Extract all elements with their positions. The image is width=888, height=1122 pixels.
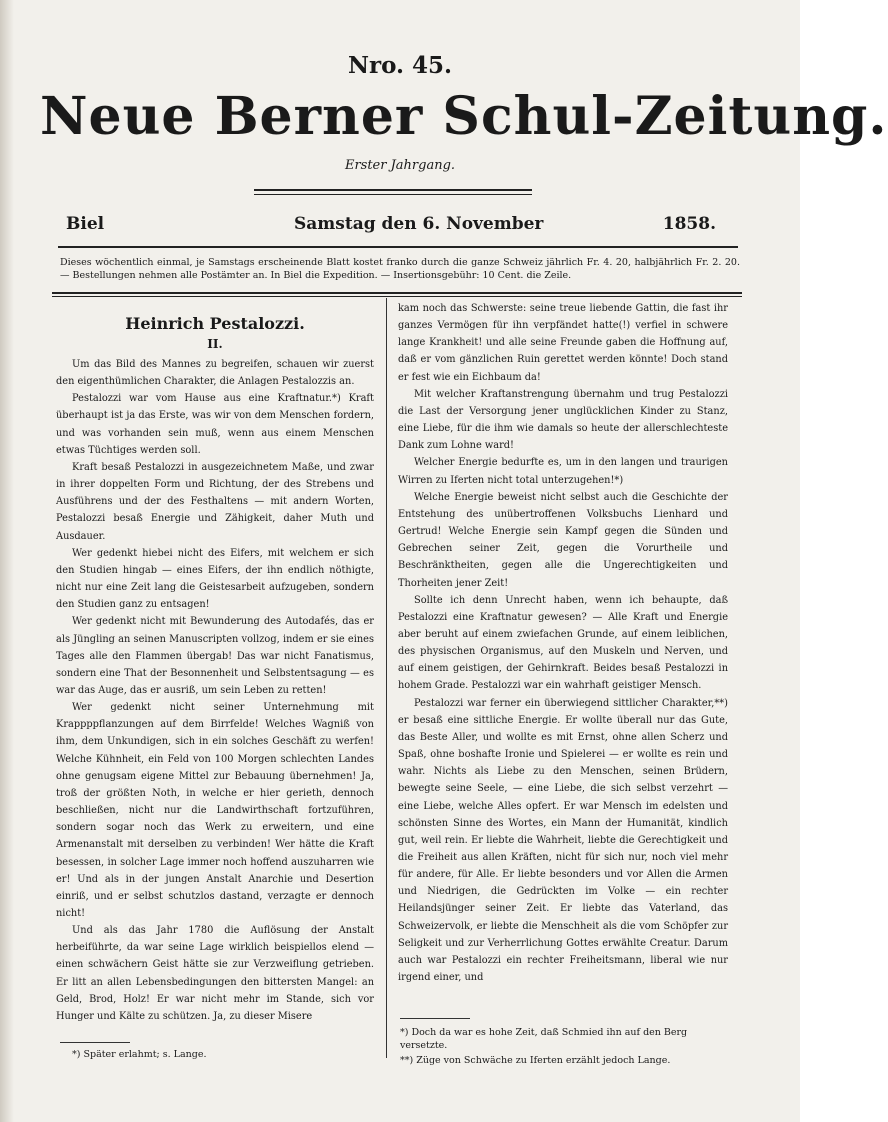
- decorative-rule: [254, 189, 532, 195]
- paragraph: Um das Bild des Mannes zu begreifen, schauen wir zuerst den eigenthümlichen Charakter, die Anlagen Pestalozzis an.: [56, 359, 374, 388]
- paragraph: Wer gedenkt nicht mit Bewunderung des Autodafés, das er als Jüngling an seinen Manuscripten vollzog, indem er sie eines Tages alle den Flammen übergab! Das war nicht Fanatismus, sondern eine That der Besonnenheit und Selbstentsagung — es war das Auge, das er ausriß, um sein Leben zu retten!: [56, 616, 374, 696]
- paragraph: Mit welcher Kraftanstrengung übernahm und trug Pestalozzi die Last der Versorgung jener unglücklichen Kinder zu Stanz, eine Liebe, für die ihm wie damals so heute der allerschlechteste Dank zum Lohne ward!: [398, 388, 728, 452]
- paragraph: Kraft besaß Pestalozzi in ausgezeichnetem Maße, und zwar in ihrer doppelten Form und Richtung, der des Strebens und Ausführens und der des Festhaltens — mit andern Worten, Pestalozzi besaß Energie und Zähigkeit, daher Muth und Ausdauer.: [56, 461, 374, 542]
- header-double-rule: [52, 292, 742, 297]
- paragraph: Welche Energie beweist nicht selbst auch die Geschichte der Entstehung des unübertroffenen Volksbuchs Lienhard und Gertrud! Welche Energie sein Kampf gegen die Sünden und Gebrechen seiner Zeit, gegen die Vorurtheile und Beschränktheiten, gegen alle die Ungerechtigkeiten und Thorheiten jener Zeit!: [398, 491, 728, 589]
- subscription-notice: Dieses wöchentlich einmal, je Samstags erscheinende Blatt kostet franko durch die ganze Schweiz jährlich Fr. 4. 20, halbjährlich Fr. 2. 20. — Bestellungen nehmen alle Postämter an. In Biel die Expedition. — Insertionsgebühr: 10 Cent. die Zeile.: [60, 257, 740, 281]
- paragraph: Und als das Jahr 1780 die Auflösung der Anstalt herbeiführte, da war seine Lage wirklich beispiellos elend — einen schwächern Geist hätte sie zur Verzweiflung getrieben. Er litt an allen Lebensbedingungen den bittersten Mangel: an Geld, Brod, Holz! Er war nicht mehr im Stande, sich vor Hunger und Kälte zu schützen. Ja, zu dieser Misere: [56, 925, 374, 1022]
- place: Biel: [66, 214, 105, 234]
- paragraph: Pestalozzi war ferner ein überwiegend sittlicher Charakter,**) er besaß eine sittliche Energie. Er wollte überall nur das Gute, das Beste Aller, und wollte es mit Ernst, ohne allen Scherz und Spaß, ohne boshafte Ironie und Spielerei — er wollte es rein und wahr. Nichts als Liebe zu den Menschen, seinen Brüdern, bewegte seine Seele, — eine Liebe, die sich selbst verzehrt — eine Liebe, welche Alles opfert. Er war Mensch im edelsten und schönsten Sinne des Wortes, ein Mann der Humanität, kindlich gut, weil rein. Er liebte die Wahrheit, liebte die Gerechtigkeit und die Freiheit aus allen Kräften, nicht für sich nur, noch viel mehr für andere, für Alle. Er liebte besonders und vor Allen die Armen und Niedrigen, die Gedrückten im Volke — ein rechter Heilandsjünger seiner Zeit. Er liebte das Vaterland, das Schweizervolk, er liebte die Menschheit als die vom Schöpfer zur Seligkeit und zur Verherrlichung Gottes erwählte Creatur. Darum auch war Pestalozzi ein rechter Freiheitsmann, liberal wie nur irgend einer, und: [398, 697, 728, 984]
- issue-year: 1858.: [662, 214, 716, 234]
- paragraph: Wer gedenkt hiebei nicht des Eifers, mit welchem er sich den Studien hingab — eines Eifers, der ihn endlich nöthigte, nicht nur eine Zeit lang die Geistesarbeit aufzugeben, sondern den Studien ganz zu entsagen!: [56, 547, 374, 611]
- footnote-rule: [60, 1042, 130, 1043]
- footnote: *) Später erlahmt; s. Lange.: [72, 1049, 207, 1060]
- paragraph: Welcher Energie bedurfte es, um in den langen und traurigen Wirren zu Iferten nicht total unterzugehen!*): [398, 457, 728, 486]
- paragraph: Pestalozzi war vom Hause aus eine Kraftnatur.*) Kraft überhaupt ist ja das Erste, was wir von dem Menschen fordern, und was vorhanden sein muß, wenn aus einem Menschen etwas Tüchtiges werden soll.: [56, 393, 374, 456]
- footnotes-right: [400, 1026, 730, 1069]
- dateline: [66, 214, 716, 238]
- issue-number: Nro. 45.: [347, 52, 453, 79]
- volume-line: Erster Jahrgang.: [344, 158, 456, 173]
- article-title: Heinrich Pestalozzi.: [125, 314, 305, 333]
- right-column: [398, 300, 728, 986]
- issue-date: Samstag den 6. November: [294, 214, 544, 234]
- header-rule: [58, 246, 738, 248]
- footnote-rule: [400, 1018, 470, 1019]
- paragraph: kam noch das Schwerste: seine treue liebende Gattin, die fast ihr ganzes Vermögen für ihn verpfändet hatte(!) verfiel in schwere lange Krankheit! und alle seine Freunde gaben die Hoffnung auf, daß er vom gänzlichen Ruin gerettet werden könnte! Doch stand er fest wie ein Eichbaum da!: [398, 303, 728, 383]
- footnote: **) Züge von Schwäche zu Iferten erzählt jedoch Lange.: [400, 1055, 671, 1066]
- masthead-title: Neue Berner Schul-Zeitung.: [40, 86, 888, 147]
- column-divider: [386, 298, 387, 1058]
- left-column: [56, 300, 374, 1025]
- paragraph: Wer gedenkt nicht seiner Unternehmung mit Krappppflanzungen auf dem Birrfelde! Welches Wagniß von ihm, dem Unkundigen, sich in ein solches Geschäft zu werfen! Welche Kühnheit, ein Feld von 100 Morgen schlechten Landes ohne genugsam eigene Mittel zur Bebauung übernehmen! Ja, troß der größten Noth, in welche er hier gerieth, dennoch beschließen, nicht nur die Landwirthschaft fortzuführen, sondern sogar noch das Werk zu erweitern, und eine Armenanstalt mit derselben zu verbinden! Wer hätte die Kraft besessen, in solcher Lage immer noch hoffend auszuharren wie er! Und als in der jungen Anstalt Anarchie und Desertion einriß, und er selbst schutzlos dastand, verzagte er dennoch nicht!: [56, 702, 374, 919]
- paragraph: Sollte ich denn Unrecht haben, wenn ich behaupte, daß Pestalozzi eine Kraftnatur gewesen? — Alle Kraft und Energie aber beruht auf einem zwiefachen Grunde, auf einem leiblichen, des physischen Organismus, auf den Muskeln und Nerven, und auf einem geistigen, der Gehirnkraft. Beides besaß Pestalozzi in hohem Grade. Pestalozzi war ein wahrhaft geistiger Mensch.: [398, 594, 728, 692]
- article-part: II.: [207, 337, 223, 351]
- footnote: *) Doch da war es hohe Zeit, daß Schmied ihn auf den Berg versetzte.: [400, 1027, 688, 1051]
